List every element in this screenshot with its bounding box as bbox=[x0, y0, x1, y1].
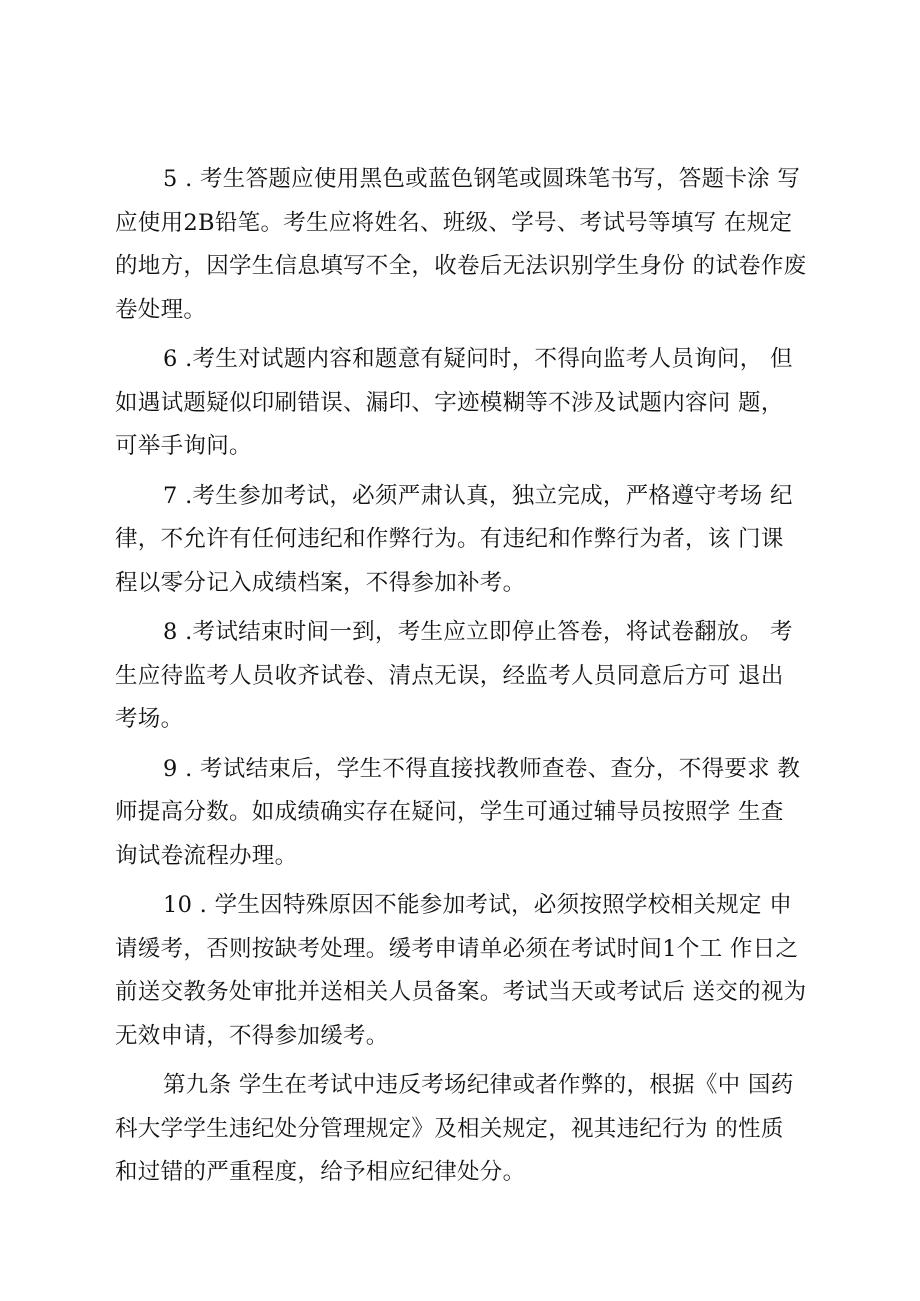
article-nine-paragraph bbox=[115, 1064, 815, 1195]
text-line: 师提高分数。如成绩确实存在疑问，学生可通过辅导员按照学 生查 bbox=[115, 799, 784, 825]
text-line: 无效申请，不得参加缓考。 bbox=[115, 1022, 389, 1049]
text-line: 前送交教务处审批并送相关人员备案。考试当天或考试后 送交的视为 bbox=[115, 979, 807, 1005]
paragraph-item-7 bbox=[115, 475, 815, 606]
paragraph-item-5 bbox=[115, 158, 815, 332]
text-line: 可举手询问。 bbox=[115, 433, 252, 459]
text-line: 询试卷流程办理。 bbox=[115, 842, 298, 869]
text-line: 和过错的严重程度，给予相应纪律处分。 bbox=[115, 1159, 526, 1185]
text-line: 卷处理。 bbox=[115, 296, 207, 323]
text-line: 6 .考生对试题内容和题意有疑问时，不得向监考人员询问， 但 bbox=[163, 346, 793, 372]
text-line: 如遇试题疑似印刷错误、漏印、字迹模糊等不涉及试题内容问 题， bbox=[115, 389, 784, 416]
text-line: 律，不允许有任何违纪和作弊行为。有违纪和作弊行为者，该 门课 bbox=[115, 526, 784, 552]
text-line: 10 . 学生因特殊原因不能参加考试，必须按照学校相关规定 申 bbox=[163, 892, 793, 918]
text-line: 程以零分记入成绩档案，不得参加补考。 bbox=[115, 569, 526, 596]
text-line: 9 . 考试结束后，学生不得直接找教师查卷、查分，不得要求 教 bbox=[163, 755, 801, 782]
text-line: 8 .考试结束时间一到，考生应立即停止答卷，将试卷翻放。 考 bbox=[163, 619, 793, 645]
text-line: 5 . 考生答题应使用黑色或蓝色钢笔或圆珠笔书写，答题卡涂 写 bbox=[163, 166, 801, 192]
text-line: 应使用2B铅笔。考生应将姓名、班级、学号、考试号等填写 在规定 bbox=[115, 209, 793, 236]
text-line: 7 .考生参加考试，必须严肃认真，独立完成，严格遵守考场 纪 bbox=[163, 482, 793, 509]
text-line: 科大学学生违纪处分管理规定》及相关规定，视其违纪行为 的性质 bbox=[115, 1115, 784, 1142]
text-line: 考场。 bbox=[115, 706, 184, 732]
paragraph-item-9 bbox=[115, 748, 815, 879]
paragraph-item-6 bbox=[115, 338, 815, 469]
text-line: 第九条 学生在考试中违反考场纪律或者作弊的，根据《中 国药 bbox=[163, 1072, 794, 1098]
text-line: 生应待监考人员收齐试卷、清点无误，经监考人员同意后方可 退出 bbox=[115, 662, 784, 689]
paragraph-item-10 bbox=[115, 884, 815, 1058]
paragraph-item-8 bbox=[115, 611, 815, 742]
document-body bbox=[115, 158, 815, 1201]
text-line: 请缓考，否则按缺考处理。缓考申请单必须在考试时间1个工 作日之 bbox=[115, 935, 799, 962]
text-line: 的地方，因学生信息填写不全，收卷后无法识别学生身份 的试卷作废 bbox=[115, 253, 807, 279]
